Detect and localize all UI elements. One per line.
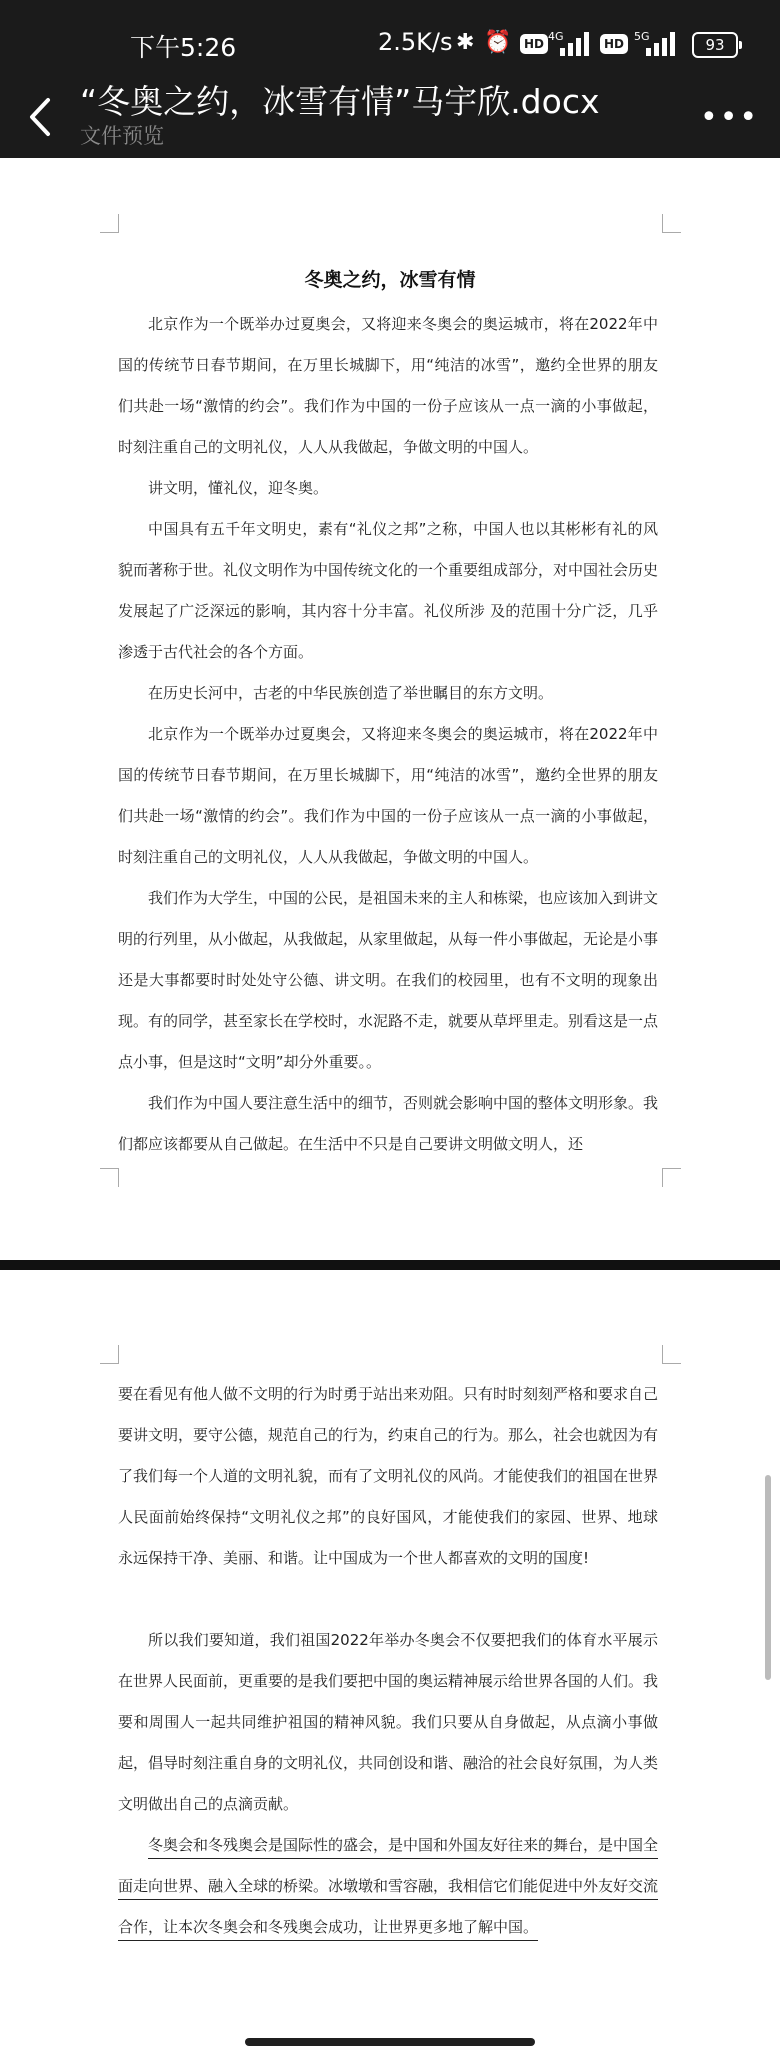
clock: 下午5:26 [130, 33, 237, 62]
hd-icon-2: HD [600, 34, 628, 54]
more-options-icon[interactable]: ••• [700, 100, 760, 135]
back-icon[interactable] [22, 92, 62, 142]
paragraph: 中国具有五千年文明史，素有“礼仪之邦”之称，中国人也以其彬彬有礼的风貌而著称于世。礼仪文明作为中国传统文化的一个重要组成部分，对中国社会历史发展起了广泛深远的影响，其内容十分丰富。礼仪所涉 及的范围十分广泛，几乎渗透于古代社会的各个方面。 [118, 520, 659, 661]
page-corner-mark [100, 1168, 119, 1187]
paragraph: 我们作为大学生，中国的公民，是祖国未来的主人和栋梁，也应该加入到讲文明的行列里，从小做起，从我做起，从家里做起，从每一件小事做起，无论是小事还是大事都要时时处处守公德、讲文明。在我们的校园里，也有不文明的现象出现。有的同学，甚至家长在学校时，水泥路不走，就要从草坪里走。别看这是一点点小事，但是这时“文明”却分外重要。。 [118, 889, 659, 1071]
status-bar [0, 0, 780, 80]
page-corner-mark [100, 1345, 119, 1364]
document-page-1 [0, 158, 780, 1260]
network-type-1: 4G [548, 30, 564, 43]
alarm-icon: ⏰ [484, 30, 512, 55]
signal-icon [560, 30, 596, 56]
paragraph: 北京作为一个既举办过夏奥会，又将迎来冬奥会的奥运城市，将在2022年中国的传统节日春节期间，在万里长城脚下，用“纯洁的冰雪”，邀约全世界的朋友们共赴一场“激情的约会”。我们作为中国的一份子应该从一点一滴的小事做起，时刻注重自己的文明礼仪，人人从我做起，争做文明的中国人。 [118, 315, 658, 456]
paragraph: 所以我们要知道，我们祖国2022年举办冬奥会不仅要把我们的体育水平展示在世界人民面前，更重要的是我们要把中国的奥运精神展示给世界各国的人们。我要和周围人一起共同维护祖国的精神风貌。我们只要从自身做起，从点滴小事做起，倡导时刻注重自身的文明礼仪，共同创设和谐、融洽的社会良好氛围，为人类文明做出自己的点滴贡献。 [118, 1631, 659, 1813]
paragraph: 在历史长河中，古老的中华民族创造了举世瞩目的东方文明。 [148, 684, 554, 702]
paragraph: 北京作为一个既举办过夏奥会，又将迎来冬奥会的奥运城市，将在2022年中国的传统节日春节期间，在万里长城脚下，用“纯洁的冰雪”，邀约全世界的朋友们共赴一场“激情的约会”。我们作为中国的一份子应该从一点一滴的小事做起，时刻注重自己的文明礼仪，人人从我做起，争做文明的中国人。 [118, 725, 658, 866]
home-indicator[interactable] [245, 2038, 535, 2046]
page-corner-mark [100, 214, 119, 233]
underlined-paragraph: 冬奥会和冬残奥会是国际性的盛会，是中国和外国友好往来的舞台，是中国全面走向世界、融入全球的桥梁。冰墩墩和雪容融，我相信它们能促进中外友好交流合作，让本次冬奥会和冬残奥会成功，让世界更多地了解中国。 [118, 1836, 659, 1936]
app-bar [0, 80, 780, 158]
page-corner-mark [662, 1168, 681, 1187]
battery-icon: 93 [692, 32, 738, 58]
page-corner-mark [662, 214, 681, 233]
hd-icon: HD [520, 34, 548, 54]
paragraph: 要在看见有他人做不文明的行为时勇于站出来劝阻。只有时时刻刻严格和要求自己要讲文明，要守公德，规范自己的行为，约束自己的行为。那么，社会也就因为有了我们每一个人道的文明礼貌，而有了文明礼仪的风尚。才能使我们的祖国在世界人民面前始终保持“文明礼仪之邦”的良好国风，才能使我们的家园、世界、地球永远保持干净、美丽、和谐。让中国成为一个世人都喜欢的文明的国度! [118, 1385, 659, 1567]
document-title: 冬奥之约，冰雪有情 [304, 269, 476, 291]
scrollbar-thumb[interactable] [765, 1475, 771, 1680]
document-page-2 [0, 1270, 780, 2059]
network-speed: 2.5K/s [378, 28, 453, 56]
signal-icon-2 [646, 30, 682, 56]
network-type-2: 5G [634, 30, 650, 43]
file-title: “冬奥之约，冰雪有情”马宇欣.docx [80, 82, 600, 121]
paragraph: 讲文明，懂礼仪，迎冬奥。 [148, 479, 329, 497]
paragraph: 我们作为中国人要注意生活中的细节，否则就会影响中国的整体文明形象。我们都应该都要从自己做起。在生活中不只是自己要讲文明做文明人，还 [118, 1094, 659, 1153]
file-subtitle: 文件预览 [80, 124, 164, 148]
page-corner-mark [662, 1345, 681, 1364]
bluetooth-icon: ✱ [456, 30, 475, 55]
